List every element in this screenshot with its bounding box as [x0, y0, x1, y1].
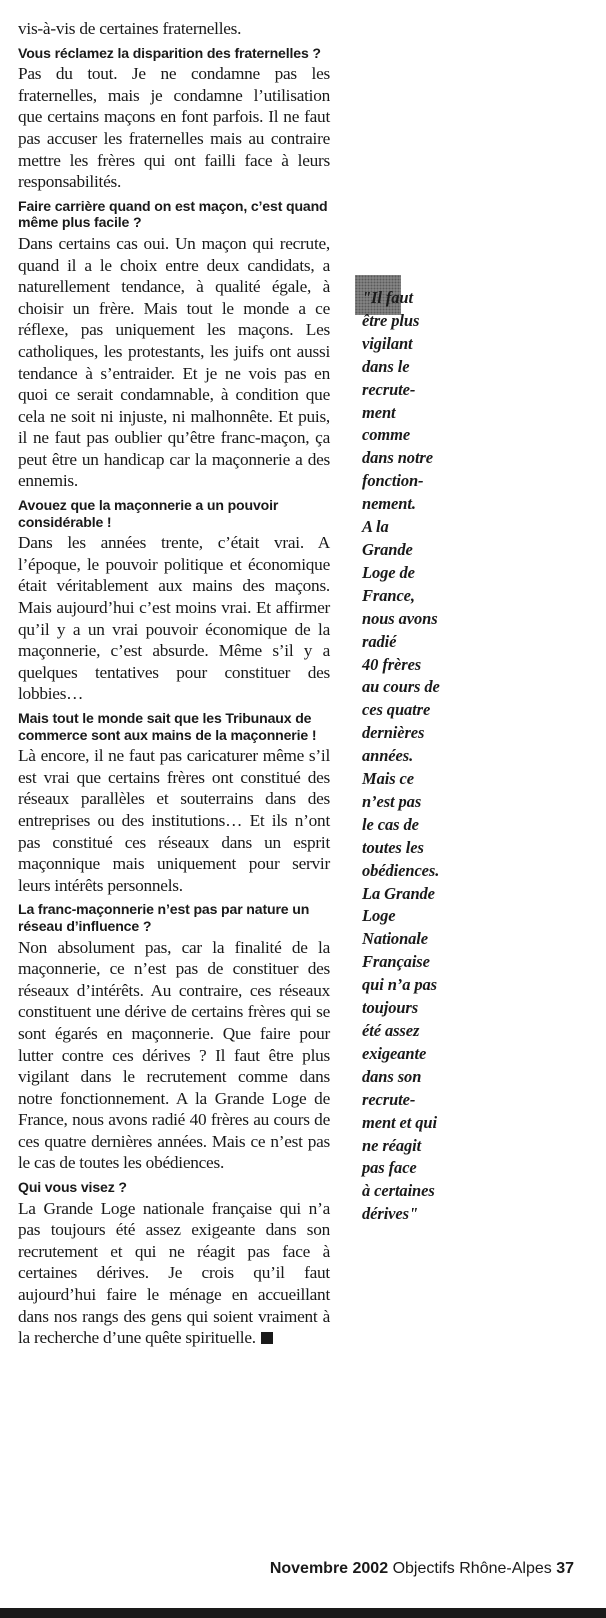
pull-quote-line: toutes les [362, 837, 424, 857]
pull-quote-line: ment et qui [362, 1112, 437, 1132]
pull-quote-line: dérives" [362, 1204, 419, 1224]
pull-quote-line: exigeante [362, 1043, 427, 1063]
pull-quote [362, 287, 482, 1226]
interview-answer: Dans les années trente, c’était vrai. A l’époque, le pouvoir politique et économique était véritablement aux mains des maçons. Mais aujourd’hui c’est moins vrai. Et affirmer qu’il y a un vrai pouvoir économique de la maçonnerie, c’est absurde. Même s’il y a quelques tentatives pour constituer des lobbies… [18, 533, 330, 704]
interview-answer: Là encore, il ne faut pas caricaturer même s’il est vrai que certains frères ont constitué des réseaux parallèles et souterrains dans des entreprises ou des institutions… Et ils n’ont pas constitué ces réseaux dans un esprit maçonnique mais uniquement pour servir leurs intérêts personnels. [18, 746, 330, 895]
interview-question: Avouez que la maçonnerie a un pouvoir considérable ! [18, 497, 279, 530]
interview-question: Faire carrière quand on est maçon, c’est quand même plus facile ? [18, 197, 328, 231]
pull-quote-line: La Grande [362, 883, 435, 903]
pull-quote-line: 40 frères [362, 654, 422, 674]
bottom-rule [0, 1608, 606, 1618]
pull-quote-line: dernières [362, 723, 425, 743]
pull-quote-line: Mais ce [362, 769, 414, 789]
pull-quote-line: comme [362, 425, 411, 445]
pull-quote-line: ne réagit [362, 1135, 422, 1155]
pull-quote-line: A la [362, 517, 389, 537]
pull-quote-line: été assez [362, 1021, 420, 1040]
pull-quote-line: nement. [362, 494, 416, 514]
pull-quote-line: "Il faut [362, 288, 413, 307]
interview-question: Qui vous visez ? [18, 1179, 127, 1196]
pull-quote-line: dans notre [362, 448, 433, 468]
pull-quote-line: le cas de [362, 814, 419, 834]
interview-question: Mais tout le monde sait que les Tribunaux de commerce sont aux mains de la maçonnerie ! [18, 710, 317, 743]
interview-question: La franc-maçonnerie n’est pas par nature un réseau d’influence ? [18, 901, 310, 934]
pull-quote-line: toujours [362, 998, 419, 1018]
interview-answer: Dans certains cas oui. Un maçon qui recrute, quand il a le choix entre deux candidats, a naturellement tendance, à qualité égale, à choisir un frère. Mais tout le monde a ce réflexe, pas uniquement les maçons. Les catholiques, les protestants, les juifs ont aussi tendance à s’entraider. Et je ne vois pas en quoi ce serait condamnable, à condition que cela ne soit ni injuste, ni malhonnête. Et puis, il ne faut pas oublier qu’être franc-maçon, ça peut être un handicap car la maçonnerie a des ennemis. [18, 233, 330, 491]
footer-month: Novembre 2002 [269, 1560, 389, 1577]
pull-quote-line: à certaines [362, 1181, 435, 1201]
pull-quote-line: nous avons [362, 608, 438, 628]
interview-answer: Pas du tout. Je ne condamne pas les fraternelles, mais je condamne l’utilisation que certains maçons en font parfois. Il ne faut pas accuser les fraternelles mais au contraire mettre les frères qui ont failli face à leurs responsabilités. [18, 64, 330, 192]
pull-quote-line: radié [362, 631, 397, 651]
pull-quote-line: ces quatre [362, 700, 431, 720]
interview-answer: Non absolument pas, car la finalité de la maçonnerie, ce n’est pas de constituer des réseaux d’intérêts. Au contraire, ces réseaux constituent une dérive de certains frères qui se sont égarés en maçonnerie. Que faire pour lutter contre ces dérives ? Il faut être plus vigilant dans le recrutement comme dans notre fonctionnement. A la Grande Loge de France, nous avons radié 40 frères au cours de ces quatre dernières années. Mais ce n’est pas le cas de toutes les obédiences. [18, 937, 330, 1173]
article-main-column [18, 18, 330, 1349]
interview-question: Vous réclamez la disparition des fraternelles ? [18, 44, 321, 61]
pull-quote-line: Grande [362, 539, 413, 559]
pull-quote-line: au cours de [362, 677, 440, 697]
footer-magazine: Objectifs Rhône-Alpes [392, 1560, 552, 1577]
intro-tail: vis-à-vis de certaines fraternelles. [18, 19, 242, 38]
pull-quote-line: France, [362, 585, 415, 605]
pull-quote-line: dans le [362, 356, 410, 376]
pull-quote-line: recrute- [362, 379, 416, 399]
pull-quote-line: être plus [362, 310, 420, 330]
pull-quote-line: recrute- [362, 1089, 416, 1109]
pull-quote-line: pas face [362, 1158, 417, 1178]
pull-quote-line: obédiences. [362, 860, 440, 880]
footer-page-number: 37 [556, 1560, 574, 1577]
pull-quote-line: Loge [362, 906, 396, 926]
pull-quote-line: dans son [362, 1066, 422, 1086]
pull-quote-line: fonction- [362, 471, 424, 491]
end-of-article-square-icon [261, 1332, 273, 1344]
pull-quote-line: Française [362, 952, 430, 972]
final-answer-text: La Grande Loge nationale française qui n’a pas toujours été assez exigeante dans son recrutement et qui ne réagit pas face à certaines dérives. Je crois qu’il faut aujourd’hui faire le ménage en accueillant dans nos rangs des gens qui soient vraiment à la recherche d’une quête spirituelle. [18, 1198, 330, 1348]
pull-quote-line: Nationale [362, 929, 429, 949]
pull-quote-line: années. [362, 746, 414, 766]
pull-quote-line: Loge de [362, 562, 415, 582]
pull-quote-line: qui n’a pas [362, 975, 438, 995]
pull-quote-line: ment [362, 402, 396, 422]
pull-quote-line: vigilant [362, 333, 413, 353]
pull-quote-line: n’est pas [362, 791, 422, 811]
page-footer [270, 1560, 574, 1578]
interview-answer-final [18, 1198, 330, 1349]
